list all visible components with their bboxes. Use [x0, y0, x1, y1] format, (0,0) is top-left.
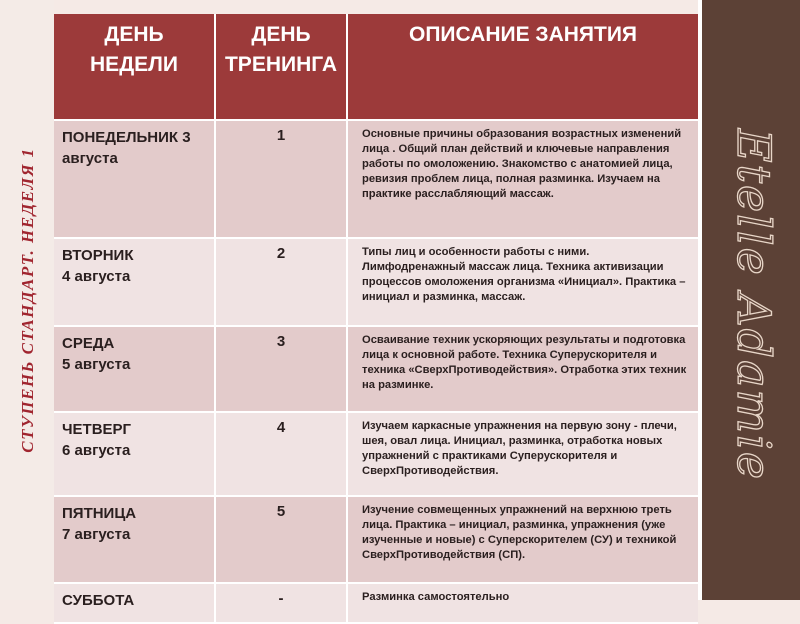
header-row — [54, 14, 698, 120]
session-description: Изучаем каркасные упражнения на первую зону - плечи, шея, овал лица. Инициал, разминка, отработка новых упражнений с практиками Суперускорителя и СверхПротиводействия. — [347, 412, 698, 496]
header-description: ОПИСАНИЕ ЗАНЯТИЯ — [347, 14, 698, 120]
day-date: 7 августа — [62, 526, 131, 543]
header-training-day: ДЕНЬ ТРЕНИНГА — [215, 14, 347, 120]
training-day-number: 2 — [215, 238, 347, 326]
day-name: ЧЕТВЕРГ — [62, 421, 132, 438]
day-name: ВТОРНИК — [62, 247, 134, 264]
table-row — [54, 583, 698, 623]
left-title-band — [0, 0, 54, 600]
schedule-table-container — [54, 14, 698, 609]
day-cell — [54, 583, 215, 623]
session-description: Типы лиц и особенности работы с ними. Лимфодренажный массаж лица. Техника активизации процессов омоложения организма «Инициал». Практика – инициал и разминка, массаж. — [347, 238, 698, 326]
training-day-number: 4 — [215, 412, 347, 496]
training-day-number: 3 — [215, 326, 347, 412]
table-row — [54, 120, 698, 238]
day-name: СРЕДА — [62, 335, 115, 352]
day-cell — [54, 238, 215, 326]
side-title: СТУПЕНЬ СТАНДАРТ. НЕДЕЛЯ 1 — [18, 147, 37, 453]
day-cell — [54, 120, 215, 238]
session-description: Разминка самостоятельно — [347, 583, 698, 623]
table-row — [54, 238, 698, 326]
training-day-number: 1 — [215, 120, 347, 238]
table-body — [54, 120, 698, 623]
day-name: ПЯТНИЦА — [62, 505, 137, 522]
day-date: 5 августа — [62, 356, 131, 373]
header-day-of-week: ДЕНЬ НЕДЕЛИ — [54, 14, 215, 120]
table-row — [54, 326, 698, 412]
right-brand-band — [698, 0, 800, 600]
day-date: 6 августа — [62, 442, 131, 459]
day-name: ПОНЕДЕЛЬНИК — [62, 129, 179, 146]
day-date: 4 августа — [62, 268, 131, 285]
table-header — [54, 14, 698, 120]
training-day-number: 5 — [215, 496, 347, 583]
day-date: 3 августа — [62, 129, 191, 167]
table-row — [54, 496, 698, 583]
session-description: Основные причины образования возрастных изменений лица . Общий план действий и ключевые направления работы по омоложению. Знакомство с анатомией лица, ревизия проблем лица, полная разминка. Изучаем на практике расслабляющий массаж. — [347, 120, 698, 238]
session-description: Изучение совмещенных упражнений на верхнюю треть лица. Практика – инициал, разминка, упражнения (уже изученные и новые) с Суперскорителем (СУ) и техникой СверхПротиводействия (СП). — [347, 496, 698, 583]
schedule-table — [54, 14, 698, 624]
table-row — [54, 412, 698, 496]
session-description: Осваивание техник ускоряющих результаты и подготовка лица к основной работе. Техника Суперускорителя и техника «СверхПротиводействия». Отработка этих техник на разминке. — [347, 326, 698, 412]
day-cell — [54, 412, 215, 496]
training-day-number: - — [215, 583, 347, 623]
day-name: СУББОТА — [62, 592, 135, 609]
day-cell — [54, 496, 215, 583]
brand-script-title: Etelle Adamie — [727, 128, 781, 482]
day-cell — [54, 326, 215, 412]
